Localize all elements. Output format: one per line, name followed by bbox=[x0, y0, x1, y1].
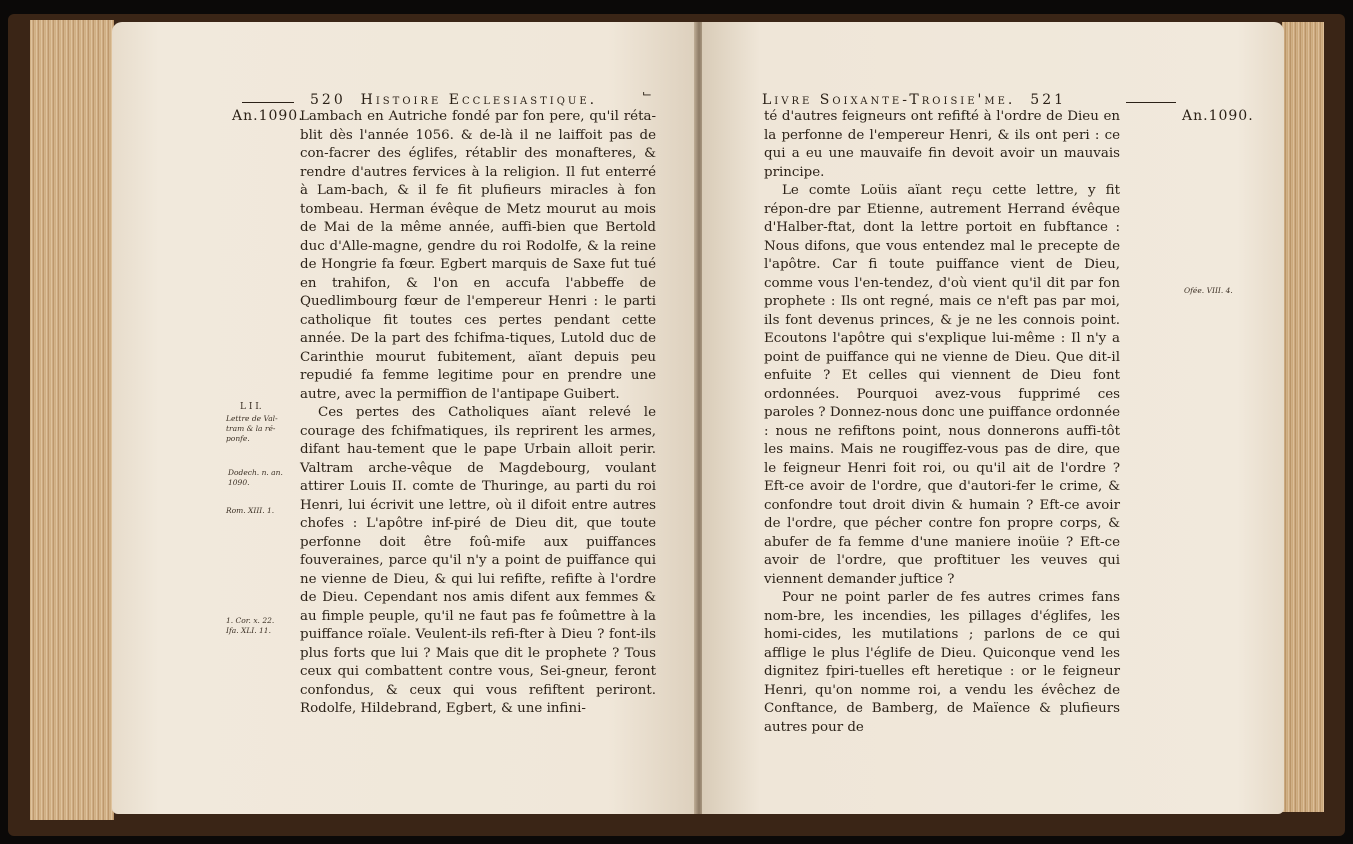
right-text-block bbox=[764, 108, 1120, 737]
left-page-number: 520 bbox=[310, 92, 346, 108]
margin-note-dodech: Dodech. n. an. 1090. bbox=[228, 468, 283, 487]
margin-note-rom: Rom. XIII. 1. bbox=[226, 506, 275, 515]
margin-note-osee: Ofée. VIII. 4. bbox=[1184, 286, 1233, 295]
right-paragraph-1: té d'autres feigneurs ont refifté à l'ordre de Dieu en la perfonne de l'empereur Henri, & ils ont peri : ce qui a eu une mauvaife fin devoit avoir un mauvais principe. bbox=[764, 109, 1120, 180]
margin-note-cor: 1. Cor. x. 22. Ifa. XLI. 11. bbox=[226, 616, 275, 635]
margin-note-letter: Lettre de Val-tram & la ré-ponfe. bbox=[226, 414, 278, 443]
right-page bbox=[702, 22, 1284, 814]
left-year-note: An.1090. bbox=[232, 108, 304, 124]
right-paragraph-3: Pour ne point parler de fes autres crimes fans nom-bre, les incendies, les pillages d'églifes, les homi-cides, les mutilations ; parlons de ce qui afflige le plus l'églife de Dieu. Quiconque vend les dignitez fpiri-tuelles eft heretique : or le feigneur Henri, qu'on nomme roi, a vendu les évêchez de Conftance, de Bamberg, de Maïence & plufieurs autres pour de bbox=[764, 590, 1120, 735]
right-running-head bbox=[762, 92, 1066, 108]
left-text-block bbox=[300, 108, 656, 719]
left-page bbox=[112, 22, 696, 814]
header-rule bbox=[242, 102, 294, 103]
header-rule-right bbox=[1126, 102, 1176, 103]
section-number: L I I. bbox=[240, 402, 262, 412]
right-paragraph-2: Le comte Loüis aïant reçu cette lettre, y fit répon-dre par Etienne, autrement Herrand évêque d'Halber-ftat, dont la lettre portoit en fubftance : Nous difons, que vous entendez mal le precepte de l'apôtre. Car fi toute puiffance vient de Dieu, comme vous l'en-tendez, d'où vient qu'il dit par fon prophete : Ils ont regné, mais ce n'eft pas par moi, ils font devenus princes, & je ne les connois point. Ecoutons l'apôtre qui s'explique lui-même : Il n'y a point de puiffance qui ne vienne de Dieu. Que dit-il enfuite ? Et celles qui viennent de Dieu font ordonnées. Pourquoi avez-vous fupprimé ces paroles ? Donnez-nous donc une puiffance ordonnée : nous ne refiftons point, nous donnerons auffi-tôt les mains. Mais ne rougiffez-vous pas de dire, que le feigneur Henri foit roi, ou qu'il ait de l'ordre ? Eft-ce avoir de l'ordre, que d'autori-fer le crime, & confondre tout droit divin & humain ? Eft-ce avoir de l'ordre, que pécher contre fon propre corps, & abufer de fa femme d'une maniere inoüie ? Eft-ce avoir de l'ordre, que proftituer les veuves qui viennent demander juftice ? bbox=[764, 183, 1120, 587]
left-paragraph-2: Ces pertes des Catholiques aïant relevé le courage des fchifmatiques, ils reprirent les armes, difant hau-tement que le pape Urbain alloit perir. Valtram arche-vêque de Magdebourg, voulant attirer Louis II. comte de Thuringe, au parti du roi Henri, lui écrivit une lettre, où il difoit entre autres chofes : L'apôtre inf-piré de Dieu dit, que toute perfonne doit être foû-mife aux puiffances fouveraines, parce qu'il n'y a point de puiffance qui ne vienne de Dieu, & qui lui refifte, refifte à l'ordre de Dieu. Cependant nos amis difent aux femmes & au fimple peuple, qu'il ne faut pas fe foûmettre à la puiffance roïale. Veulent-ils refi-fter à Dieu ? font-ils plus forts que lui ? Mais que dit le prophete ? Tous ceux qui combattent contre vous, Sei-gneur, feront confondus, & ceux qui vous refiftent periront. Rodolfe, Hildebrand, Egbert, & une infini- bbox=[300, 405, 656, 716]
left-running-head bbox=[310, 92, 597, 108]
right-page-number: 521 bbox=[1030, 92, 1067, 108]
left-page-edges bbox=[30, 20, 114, 820]
left-paragraph-1: Lambach en Autriche fondé par fon pere, qu'il réta-blit dès l'année 1056. & de-là il ne laiffoit pas de con-facrer des églifes, rétablir des monafteres, & rendre d'autres fervices à la religion. Il fut enterré à Lam-bach, & il fe fit plufieurs miracles à fon tombeau. Herman évêque de Metz mourut au mois de Mai de la même année, auffi-bien que Bertold duc d'Alle-magne, gendre du roi Rodolfe, & la reine de Hongrie fa fœur. Egbert marquis de Saxe fut tué en trahifon, & l'on en accufa l'abbeffe de Quedlimbourg fœur de l'empereur Henri : le parti catholique fit toutes ces pertes pendant cette année. De la part des fchifma-tiques, Lutold duc de Carinthie mourut fubitement, aïant depuis peu repudié fa femme legitime pour en prendre une autre, avec la permiffion de l'antipape Guibert. bbox=[300, 109, 656, 402]
right-page-edges bbox=[1282, 22, 1324, 812]
left-running-title: Histoire Ecclesiastique. bbox=[360, 92, 598, 108]
right-year-note: An.1090. bbox=[1182, 108, 1254, 124]
hook-mark-icon: ⌙ bbox=[642, 86, 653, 100]
right-running-title: Livre Soixante-Troisie'me. bbox=[762, 92, 1016, 108]
